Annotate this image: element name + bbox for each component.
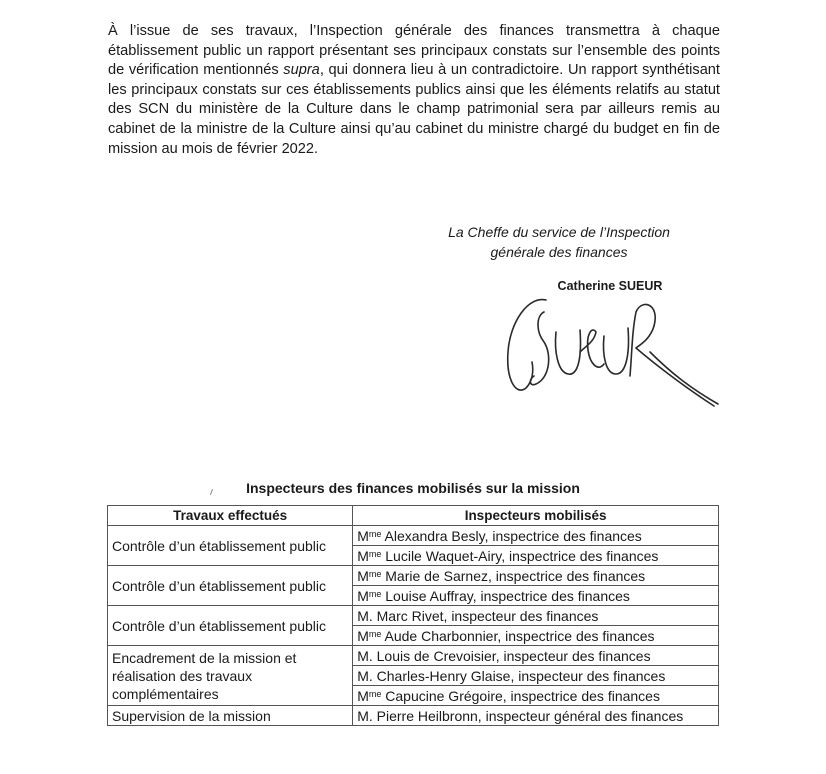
body-paragraph-part1: À l’issue de ses travaux, l’Inspection générale des finances transmettra à chaque établissement public un rapport présentant ses principaux constats sur l’ensemble des points de vérification mentionnés <box>108 23 720 79</box>
work-cell <box>108 706 353 726</box>
inspector-cell <box>353 586 719 606</box>
work-line: Contrôle d’un établissement public <box>112 537 327 554</box>
signatory-role-line2: générale des finances <box>490 244 628 260</box>
inspector-title-sup: me <box>368 628 382 639</box>
inspector-cell <box>353 546 719 566</box>
inspector-name: Alexandra Besly, inspectrice des finances <box>381 527 642 544</box>
inspectors-table <box>107 505 719 726</box>
work-line: Supervision de la mission <box>112 707 271 724</box>
body-paragraph-emphasis: supra <box>283 62 320 79</box>
table-row <box>108 706 719 726</box>
work-line: Encadrement de la mission et <box>112 649 297 666</box>
table-body <box>108 526 719 726</box>
inspector-cell <box>353 626 719 646</box>
inspector-title: M <box>357 567 369 584</box>
signatory-name: Catherine SUEUR <box>557 279 663 293</box>
inspector-title: M <box>357 587 369 604</box>
inspector-title: M <box>357 527 369 544</box>
header-work: Travaux effectués <box>108 506 353 526</box>
inspector-cell <box>353 666 719 686</box>
inspector-title-sup: me <box>368 568 382 579</box>
work-cell <box>108 566 353 606</box>
inspector-cell <box>353 606 719 626</box>
body-paragraph-part2: , qui donnera lieu à un contradictoire. Un rapport synthétisant les principaux constats sur ces établissements publics ainsi que les éléments relatifs au statut des SCN du ministère de la Culture dans le champ patrimonial sera par ailleurs remis au cabinet de la ministre de la Culture ainsi qu’au cabinet du ministre chargé du budget en fin de mission au mois de février 2022. <box>108 62 720 157</box>
inspector-title: M <box>357 687 369 704</box>
inspector-title-sup: me <box>368 688 382 699</box>
table-title: Inspecteurs des finances mobilisés sur la mission <box>246 480 580 496</box>
work-cell <box>108 606 353 646</box>
inspector-cell <box>353 706 719 726</box>
inspector-title: M. <box>357 667 373 684</box>
inspector-title: M <box>357 627 369 644</box>
inspector-title: M. <box>357 647 373 664</box>
inspector-title: M. <box>357 607 373 624</box>
inspector-name: Capucine Grégoire, inspectrice des finances <box>381 687 660 704</box>
work-cell <box>108 526 353 566</box>
inspector-title: M. <box>357 707 373 724</box>
inspector-name: Pierre Heilbronn, inspecteur général des finances <box>372 707 684 724</box>
inspector-name: Charles-Henry Glaise, inspecteur des finances <box>372 667 666 684</box>
work-cell <box>108 646 353 706</box>
work-line: complémentaires <box>112 685 219 702</box>
inspector-name: Marc Rivet, inspecteur des finances <box>372 607 599 624</box>
inspector-name: Louise Auffray, inspectrice des finances <box>381 587 630 604</box>
table-row <box>108 646 719 666</box>
signatory-role <box>430 222 688 262</box>
table-row <box>108 606 719 626</box>
work-line: Contrôle d’un établissement public <box>112 617 327 634</box>
inspector-cell <box>353 646 719 666</box>
table-row <box>108 526 719 546</box>
work-line: réalisation des travaux <box>112 667 253 684</box>
work-line: Contrôle d’un établissement public <box>112 577 327 594</box>
body-paragraph <box>108 22 720 159</box>
inspector-name: Lucile Waquet-Airy, inspectrice des finances <box>381 547 659 564</box>
inspector-name: Louis de Crevoisier, inspecteur des finances <box>372 647 651 664</box>
inspector-cell <box>353 686 719 706</box>
inspector-name: Aude Charbonnier, inspectrice des finances <box>381 627 655 644</box>
table-header-row <box>108 506 719 526</box>
inspector-name: Marie de Sarnez, inspectrice des finances <box>381 567 646 584</box>
table-row <box>108 566 719 586</box>
signatory-role-line1: La Cheffe du service de l’Inspection <box>448 224 670 240</box>
handwritten-signature <box>500 292 730 417</box>
header-inspectors: Inspecteurs mobilisés <box>353 506 719 526</box>
inspector-cell <box>353 566 719 586</box>
inspector-title-sup: me <box>368 588 382 599</box>
inspector-title-sup: me <box>368 528 382 539</box>
inspector-cell <box>353 526 719 546</box>
inspector-title: M <box>357 547 369 564</box>
inspector-title-sup: me <box>368 548 382 559</box>
